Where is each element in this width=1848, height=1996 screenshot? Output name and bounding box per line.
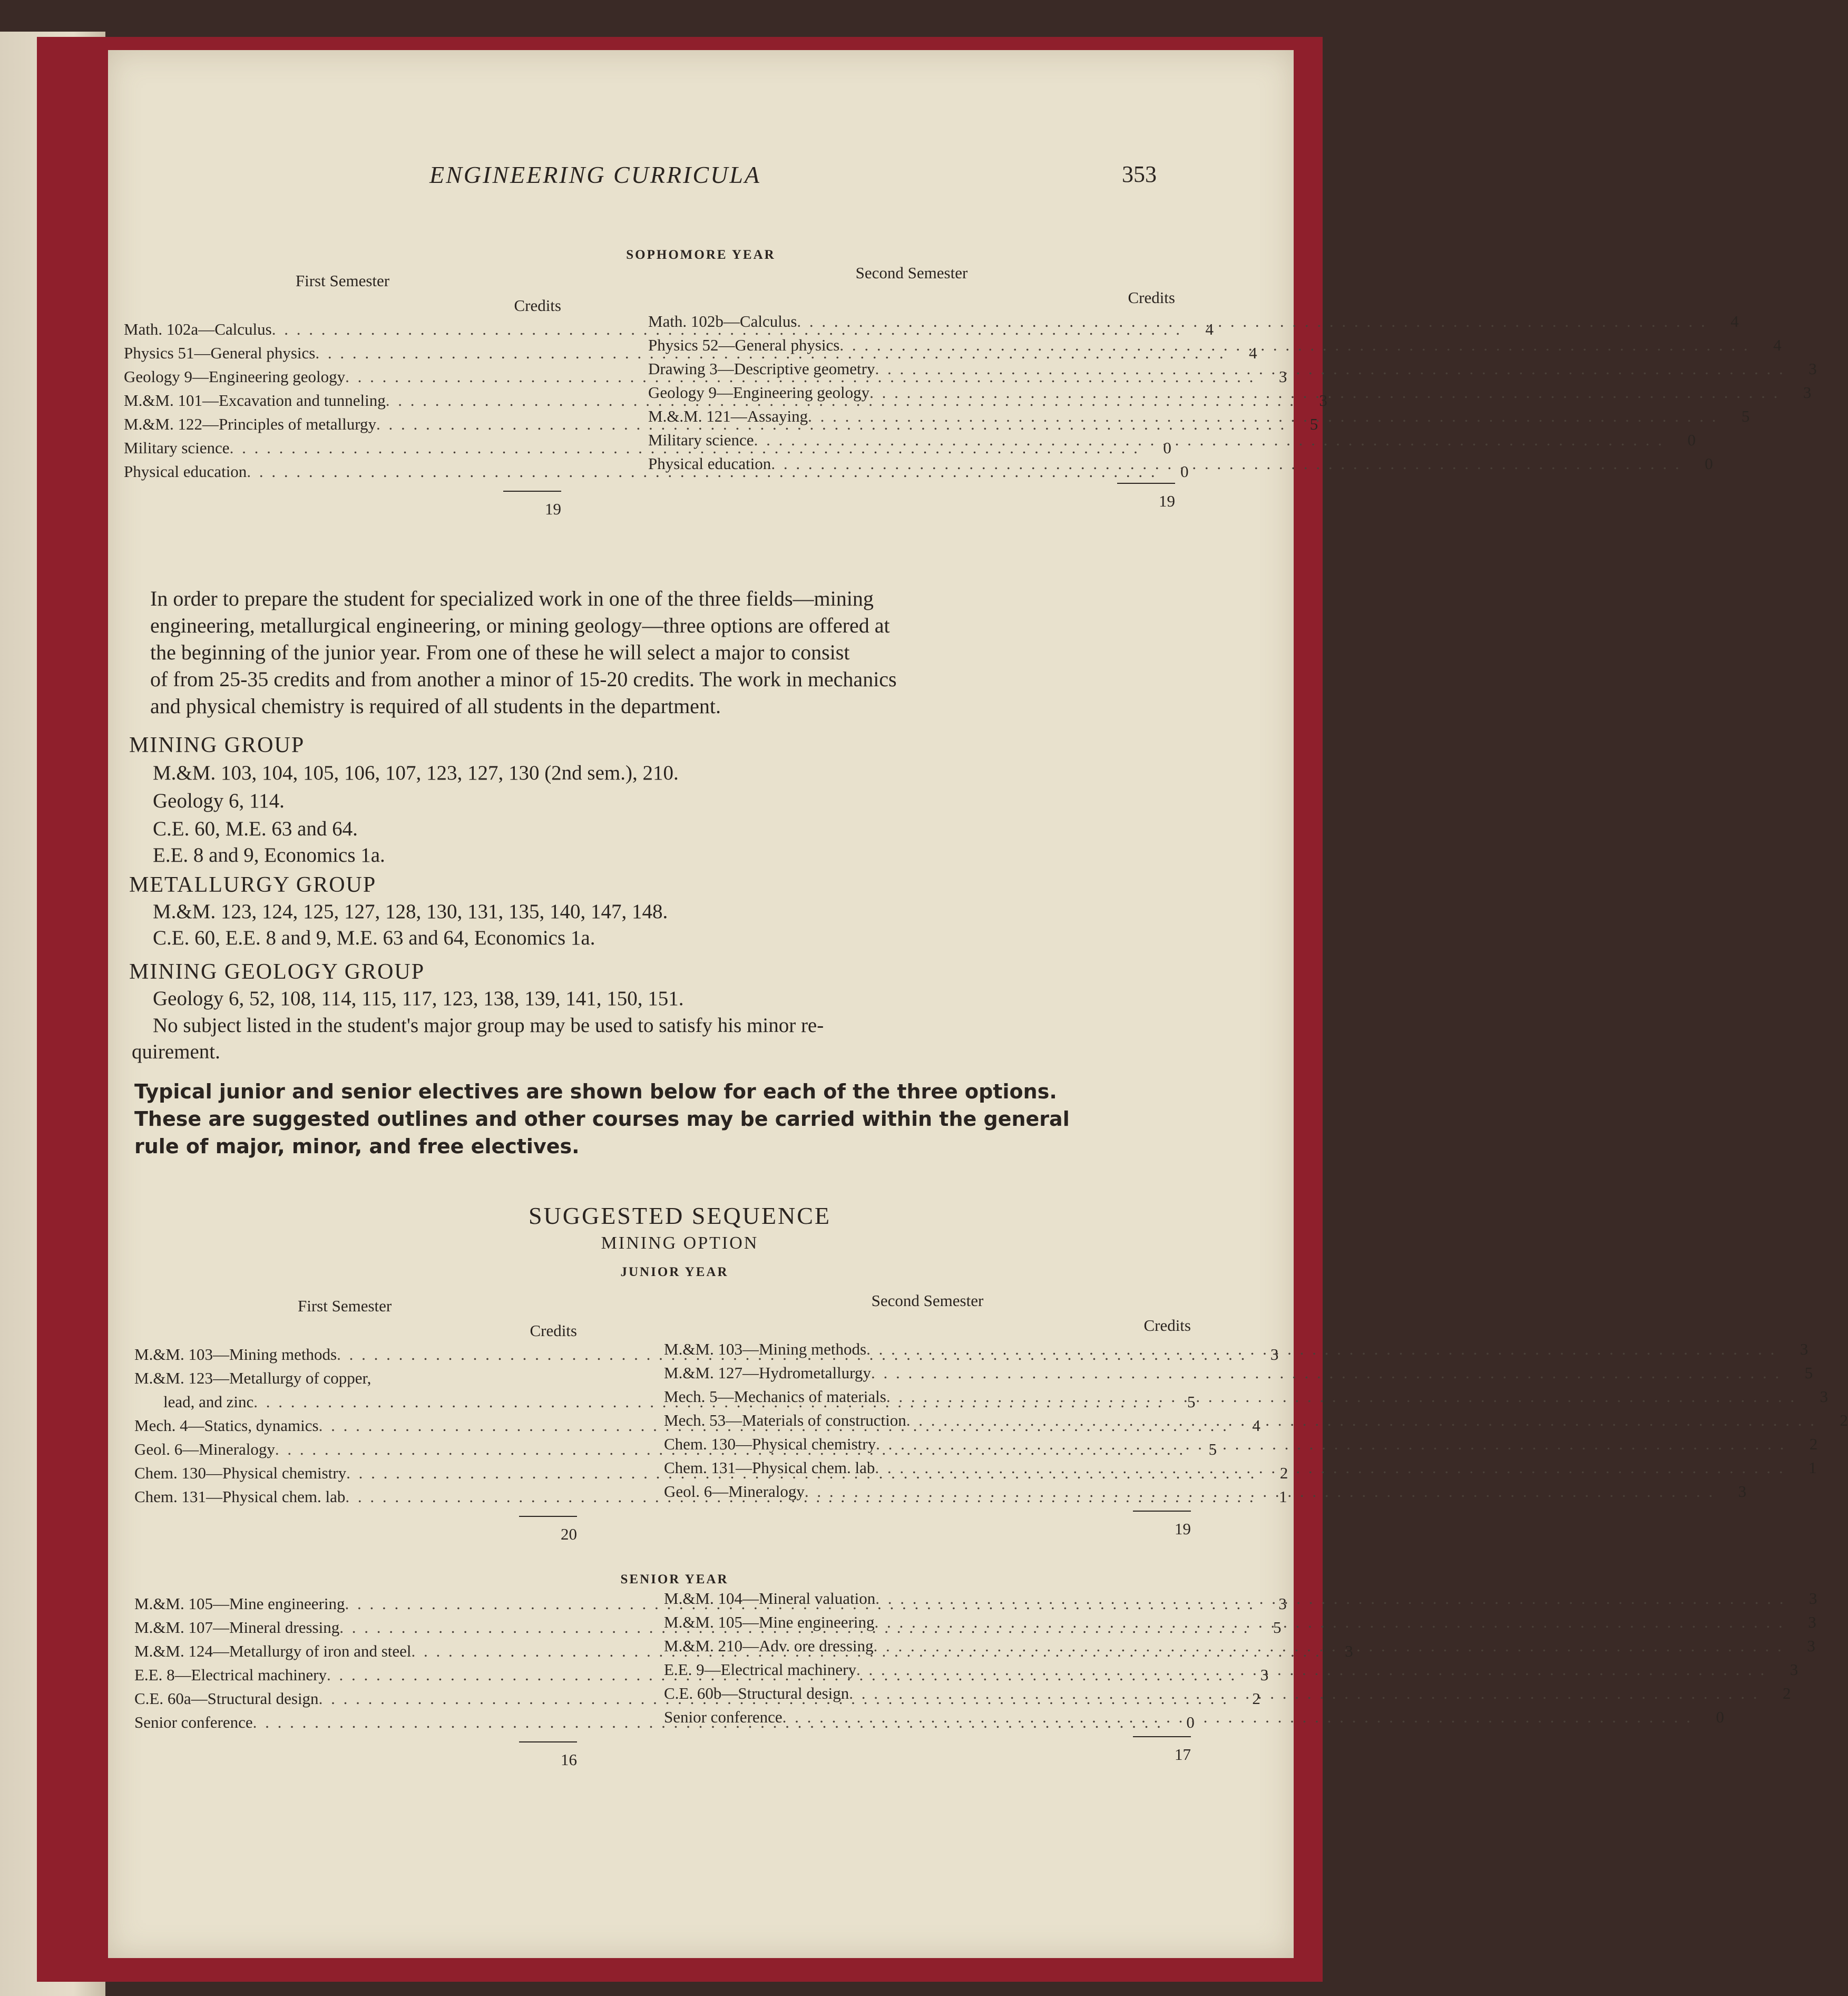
- course-credits: 3: [1808, 1613, 1816, 1631]
- intro-line: and physical chemistry is required of all students in the department.: [150, 694, 721, 718]
- course-row: [134, 1342, 1279, 1366]
- sophomore-year-heading: SOPHOMORE YEAR: [626, 248, 776, 262]
- course-name: Physics 52—General physics: [648, 336, 840, 354]
- course-name: M.&M. 104—Mineral valuation: [664, 1589, 876, 1608]
- course-row: [648, 428, 1696, 452]
- course-credits: 3: [1260, 1666, 1269, 1684]
- semester-title: First Semester: [298, 1297, 392, 1315]
- credits-heading: Credits: [1143, 1316, 1191, 1335]
- course-name: M.&M. 101—Excavation and tunneling: [124, 391, 386, 410]
- dot-leader: [783, 1705, 1693, 1729]
- metallurgy-group-line: M.&M. 123, 124, 125, 127, 128, 130, 131, 135, 140, 147, 148.: [153, 900, 668, 923]
- course-credits: 2: [1783, 1684, 1791, 1702]
- mining-group-heading: MINING GROUP: [129, 733, 305, 757]
- credits-heading: Credits: [514, 296, 561, 315]
- dot-leader: [805, 1479, 1715, 1503]
- semester-title: Second Semester: [855, 264, 968, 282]
- course-name: M.&M. 107—Mineral dressing: [134, 1618, 340, 1637]
- course-row: [134, 1710, 1195, 1734]
- course-name: Drawing 3—Descriptive geometry: [648, 359, 875, 378]
- course-name: Math. 102a—Calculus: [124, 320, 272, 338]
- mining-geology-group-line: No subject listed in the student's major group may be used to satisfy his minor re-: [153, 1014, 824, 1037]
- mining-geology-group-heading: MINING GEOLOGY GROUP: [129, 960, 425, 984]
- course-row: [124, 460, 1189, 483]
- dot-leader: [754, 428, 1664, 452]
- sophomore-second-semester: [648, 261, 1817, 513]
- course-row: [648, 333, 1782, 357]
- course-credits: 3: [1345, 1642, 1353, 1660]
- course-row: [664, 1681, 1791, 1705]
- course-credits: 3: [1278, 367, 1287, 386]
- course-name: M.&M. 210—Adv. ore dressing: [664, 1637, 874, 1655]
- course-credits: 0: [1687, 431, 1696, 449]
- course-row: [648, 381, 1812, 404]
- page-content: [108, 50, 1848, 1958]
- course-credits: 5: [1741, 407, 1750, 425]
- course-credits: 4: [1249, 344, 1257, 362]
- course-row: [664, 1361, 1813, 1385]
- course-name: Chem. 131—Physical chem. lab: [134, 1487, 346, 1506]
- course-name: Mech. 4—Statics, dynamics: [134, 1416, 319, 1435]
- course-credits: 3: [1790, 1660, 1798, 1679]
- course-name: E.E. 8—Electrical machinery: [134, 1666, 327, 1684]
- senior-second-semester: [664, 1586, 1817, 1766]
- course-credits: 0: [1163, 439, 1171, 457]
- course-name: Mech. 5—Mechanics of materials: [664, 1387, 886, 1406]
- course-name: Senior conference: [664, 1708, 783, 1726]
- course-credits: 1: [1279, 1487, 1287, 1506]
- junior-year-heading: JUNIOR YEAR: [620, 1265, 729, 1279]
- mining-group-line: E.E. 8 and 9, Economics 1a.: [153, 844, 385, 866]
- course-credits: 4: [1205, 320, 1214, 338]
- intro-line: the beginning of the junior year. From one of these he will select a major to consist: [150, 640, 850, 664]
- dot-leader: [876, 1432, 1786, 1456]
- course-name: C.E. 60b—Structural design: [664, 1684, 849, 1702]
- mining-group-line: M.&M. 103, 104, 105, 106, 107, 123, 127, 130 (2nd sem.), 210.: [153, 762, 679, 784]
- mining-group-line: C.E. 60, M.E. 63 and 64.: [153, 817, 358, 840]
- course-credits: 2: [1279, 1464, 1288, 1482]
- mining-geology-group-line: Geology 6, 52, 108, 114, 115, 117, 123, 138, 139, 141, 150, 151.: [153, 987, 684, 1010]
- dot-leader: [808, 404, 1718, 428]
- course-name: Geology 9—Engineering geology: [124, 367, 346, 386]
- course-credits: 3: [1319, 391, 1328, 410]
- course-name: E.E. 9—Electrical machinery: [664, 1660, 856, 1679]
- course-credits: 4: [1252, 1416, 1260, 1435]
- course-row: [664, 1337, 1808, 1361]
- dot-leader: [771, 452, 1681, 475]
- course-credits: 3: [1820, 1387, 1829, 1406]
- running-title: ENGINEERING CURRICULA: [429, 161, 761, 188]
- course-name: M.&M. 103—Mining methods: [664, 1340, 867, 1358]
- dot-leader: [906, 1408, 1816, 1432]
- dot-leader: [875, 1586, 1785, 1610]
- course-credits: 3: [1278, 1594, 1287, 1613]
- semester-total: 17: [1175, 1745, 1191, 1764]
- junior-second-semester: [664, 1289, 1848, 1541]
- course-credits: 4: [1730, 312, 1739, 330]
- course-credits: 5: [1208, 1440, 1217, 1458]
- dot-leader: [875, 1456, 1785, 1479]
- course-name: Geol. 6—Mineralogy: [134, 1440, 275, 1458]
- semester-total: 16: [561, 1750, 577, 1769]
- course-credits: 0: [1716, 1708, 1724, 1726]
- course-row: [124, 436, 1171, 460]
- metallurgy-group-line: C.E. 60, E.E. 8 and 9, M.E. 63 and 64, Economics 1a.: [153, 927, 595, 949]
- semester-total: 19: [1159, 492, 1175, 510]
- page-number: 353: [1122, 161, 1157, 187]
- course-row: [664, 1658, 1798, 1681]
- course-credits: 1: [1808, 1458, 1817, 1477]
- mining-option-title: MINING OPTION: [601, 1233, 759, 1253]
- course-name: Physical education: [648, 454, 771, 473]
- dot-leader: [874, 1634, 1784, 1658]
- dot-leader: [849, 1681, 1759, 1705]
- intro-paragraph: [150, 585, 1178, 719]
- course-row: [648, 357, 1817, 381]
- course-credits: 2: [1252, 1689, 1260, 1708]
- suggested-sequence-title: SUGGESTED SEQUENCE: [528, 1202, 832, 1229]
- course-row: [664, 1432, 1818, 1456]
- course-credits: 4: [1773, 336, 1782, 354]
- course-credits: 3: [1270, 1345, 1279, 1364]
- course-name: C.E. 60a—Structural design: [134, 1689, 319, 1708]
- electives-line: Typical junior and senior electives are shown below for each of the three options.: [134, 1080, 1057, 1103]
- running-head: [108, 161, 1294, 198]
- metallurgy-group-heading: METALLURGY GROUP: [129, 873, 377, 897]
- electives-line: rule of major, minor, and free electives.: [134, 1135, 580, 1158]
- course-name: M.&M. 124—Metallurgy of iron and steel: [134, 1642, 412, 1660]
- electives-paragraph: [134, 1078, 1178, 1160]
- dot-leader: [869, 381, 1779, 404]
- course-row: [648, 452, 1713, 475]
- course-row: [664, 1479, 1747, 1503]
- dot-leader: [839, 333, 1749, 357]
- course-name: Military science: [648, 431, 754, 449]
- semester-title: First Semester: [295, 271, 390, 290]
- course-name: M.&.M. 121—Assaying: [648, 407, 808, 425]
- course-name: Geol. 6—Mineralogy: [664, 1482, 805, 1501]
- course-row: [664, 1586, 1817, 1610]
- course-credits: 3: [1808, 1589, 1817, 1608]
- course-name: Chem. 130—Physical chemistry: [134, 1464, 347, 1482]
- dot-leader: [875, 1610, 1785, 1634]
- dot-leader: [856, 1658, 1766, 1681]
- course-name: lead, and zinc: [163, 1393, 254, 1411]
- course-name: M.&M. 123—Metallurgy of copper,: [134, 1369, 371, 1387]
- course-credits: 0: [1705, 454, 1713, 473]
- course-name: M.&M. 105—Mine engineering: [134, 1594, 345, 1613]
- dot-leader: [875, 357, 1785, 381]
- course-row: [648, 309, 1739, 333]
- intro-line: In order to prepare the student for specialized work in one of the three fields—mining: [150, 587, 874, 610]
- course-credits: 5: [1187, 1393, 1196, 1411]
- course-name: M.&M. 127—Hydrometallurgy: [664, 1364, 871, 1382]
- credits-heading: Credits: [1128, 288, 1175, 307]
- course-credits: 0: [1180, 462, 1189, 481]
- mining-geology-group-line: quirement.: [132, 1040, 220, 1063]
- course-name: Geology 9—Engineering geology: [648, 383, 870, 402]
- course-name: Military science: [124, 439, 230, 457]
- course-credits: 5: [1309, 415, 1318, 433]
- course-name: Chem. 130—Physical chemistry: [664, 1435, 876, 1453]
- course-name: M.&M. 105—Mine engineering: [664, 1613, 875, 1631]
- dot-leader: [871, 1361, 1781, 1385]
- credits-heading: Credits: [530, 1321, 577, 1340]
- intro-line: engineering, metallurgical engineering, or mining geology—three options are offered at: [150, 614, 890, 637]
- course-credits: 3: [1803, 383, 1812, 402]
- semester-total: 19: [545, 500, 561, 518]
- course-name: Physical education: [124, 462, 247, 481]
- dot-leader: [797, 309, 1707, 333]
- intro-line: of from 25-35 credits and from another a minor of 15-20 credits. The work in mechanics: [150, 667, 897, 691]
- course-credits: 5: [1273, 1618, 1282, 1637]
- course-credits: 0: [1186, 1713, 1195, 1731]
- semester-title: Second Semester: [871, 1291, 984, 1310]
- course-row: [664, 1385, 1829, 1408]
- semester-total: 19: [1175, 1520, 1191, 1538]
- course-credits: 2: [1840, 1411, 1848, 1429]
- senior-year-heading: SENIOR YEAR: [620, 1572, 729, 1586]
- course-row: [648, 404, 1750, 428]
- course-row: [664, 1705, 1724, 1729]
- course-credits: 3: [1808, 359, 1817, 378]
- course-name: M.&M. 122—Principles of metallurgy: [124, 415, 377, 433]
- course-row: [664, 1610, 1816, 1634]
- course-row: [664, 1634, 1815, 1658]
- semester-total: 20: [561, 1525, 577, 1543]
- course-credits: 3: [1738, 1482, 1747, 1501]
- course-name: Senior conference: [134, 1713, 253, 1731]
- course-name: Physics 51—General physics: [124, 344, 316, 362]
- course-row: [664, 1456, 1817, 1479]
- course-row: [134, 1366, 577, 1390]
- course-name: Mech. 53—Materials of construction: [664, 1411, 906, 1429]
- course-credits: 3: [1800, 1340, 1808, 1358]
- course-name: Chem. 131—Physical chem. lab: [664, 1458, 875, 1477]
- dot-leader: [866, 1337, 1776, 1361]
- course-credits: 3: [1807, 1637, 1815, 1655]
- electives-line: These are suggested outlines and other courses may be carried within the general: [134, 1107, 1070, 1131]
- mining-group-line: Geology 6, 114.: [153, 790, 285, 812]
- dot-leader: [886, 1385, 1796, 1408]
- course-credits: 5: [1804, 1364, 1813, 1382]
- book-page: [108, 50, 1848, 1958]
- course-credits: 2: [1809, 1435, 1818, 1453]
- course-name: M.&M. 103—Mining methods: [134, 1345, 337, 1364]
- course-row: [664, 1408, 1848, 1432]
- course-name: Math. 102b—Calculus: [648, 312, 797, 330]
